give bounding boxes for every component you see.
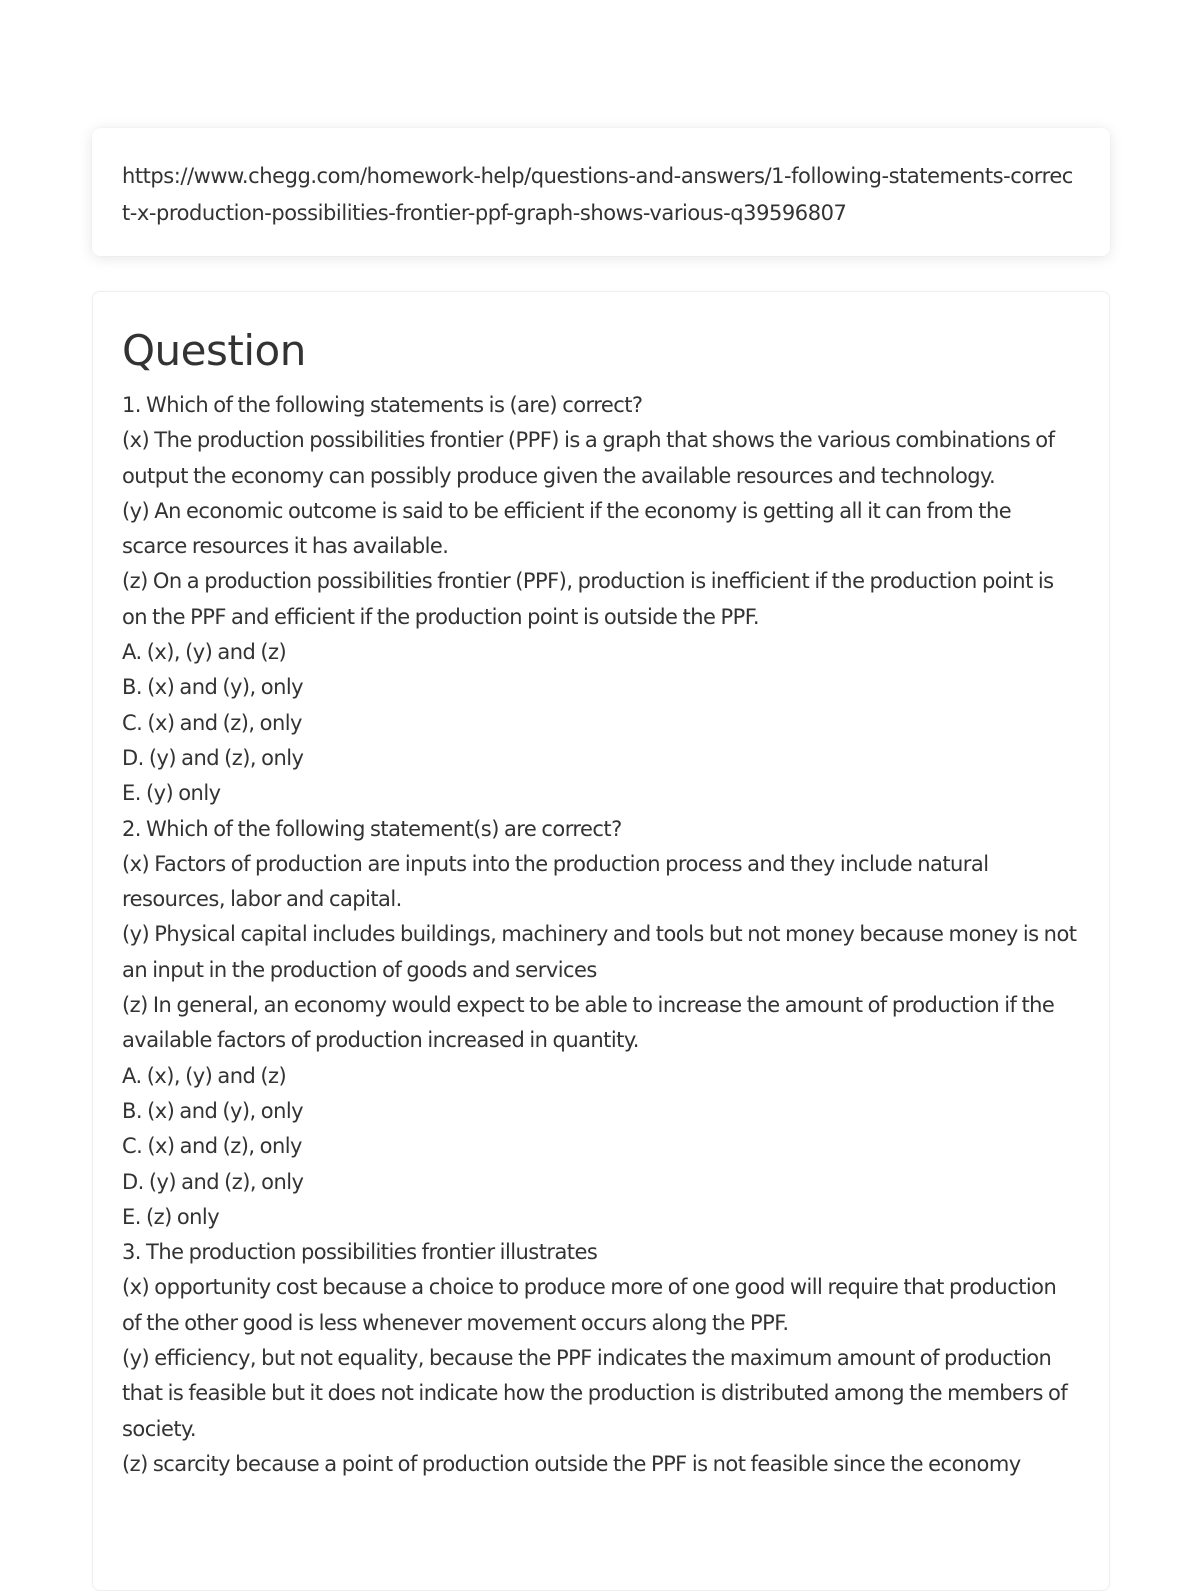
answer-option: A. (x), (y) and (z) bbox=[122, 1063, 287, 1088]
answer-option: C. (x) and (z), only bbox=[122, 710, 302, 735]
answer-option: A. (x), (y) and (z) bbox=[122, 640, 287, 665]
question-line: (x) opportunity cost because a choice to produce more of one good will require that production of the other good is less whenever movement occurs along the PPF. bbox=[122, 1275, 1057, 1335]
answer-option: D. (y) and (z), only bbox=[122, 745, 304, 770]
question-card bbox=[92, 291, 1110, 1591]
question-heading: Question bbox=[122, 326, 306, 375]
answer-option: B. (x) and (y), only bbox=[122, 1098, 304, 1123]
question-body bbox=[122, 388, 1079, 1482]
question-line: 1. Which of the following statements is (are) correct? bbox=[122, 393, 643, 417]
answer-option: E. (z) only bbox=[122, 1204, 220, 1229]
answer-option: D. (y) and (z), only bbox=[122, 1169, 304, 1194]
question-line: 3. The production possibilities frontier illustrates bbox=[122, 1240, 598, 1265]
question-line: (y) efficiency, but not equality, because the PPF indicates the maximum amount of production that is feasible but it does not indicate how the production is distributed among the members of society. bbox=[122, 1346, 1068, 1441]
question-line: (x) Factors of production are inputs into the production process and they include natural resources, labor and capital. bbox=[122, 851, 989, 912]
answer-option: C. (x) and (z), only bbox=[122, 1134, 302, 1159]
answer-option: E. (y) only bbox=[122, 781, 221, 806]
url-card bbox=[92, 128, 1110, 256]
question-line: (y) Physical capital includes buildings, machinery and tools but not money because money is not an input in the production of goods and services bbox=[122, 922, 1077, 982]
answer-option: B. (x) and (y), only bbox=[122, 675, 304, 700]
question-line: (z) scarcity because a point of production outside the PPF is not feasible since the economy bbox=[122, 1451, 1021, 1476]
question-line: (z) In general, an economy would expect to be able to increase the amount of production if the available factors of production increased in quantity. bbox=[122, 993, 1055, 1053]
source-url[interactable]: https://www.chegg.com/homework-help/questions-and-answers/1-following-statements-correct-x-production-possibilities-frontier-ppf-graph-shows-various-q39596807 bbox=[122, 164, 1073, 225]
question-line: 2. Which of the following statement(s) are correct? bbox=[122, 816, 622, 841]
question-line: (z) On a production possibilities frontier (PPF), production is inefficient if the production point is on the PPF and efficient if the production point is outside the PPF. bbox=[122, 569, 1054, 629]
question-line: (y) An economic outcome is said to be efficient if the economy is getting all it can from the scarce resources it has available. bbox=[122, 498, 1012, 559]
question-line: (x) The production possibilities frontier (PPF) is a graph that shows the various combinations of output the economy can possibly produce given the available resources and technology. bbox=[122, 428, 1055, 488]
